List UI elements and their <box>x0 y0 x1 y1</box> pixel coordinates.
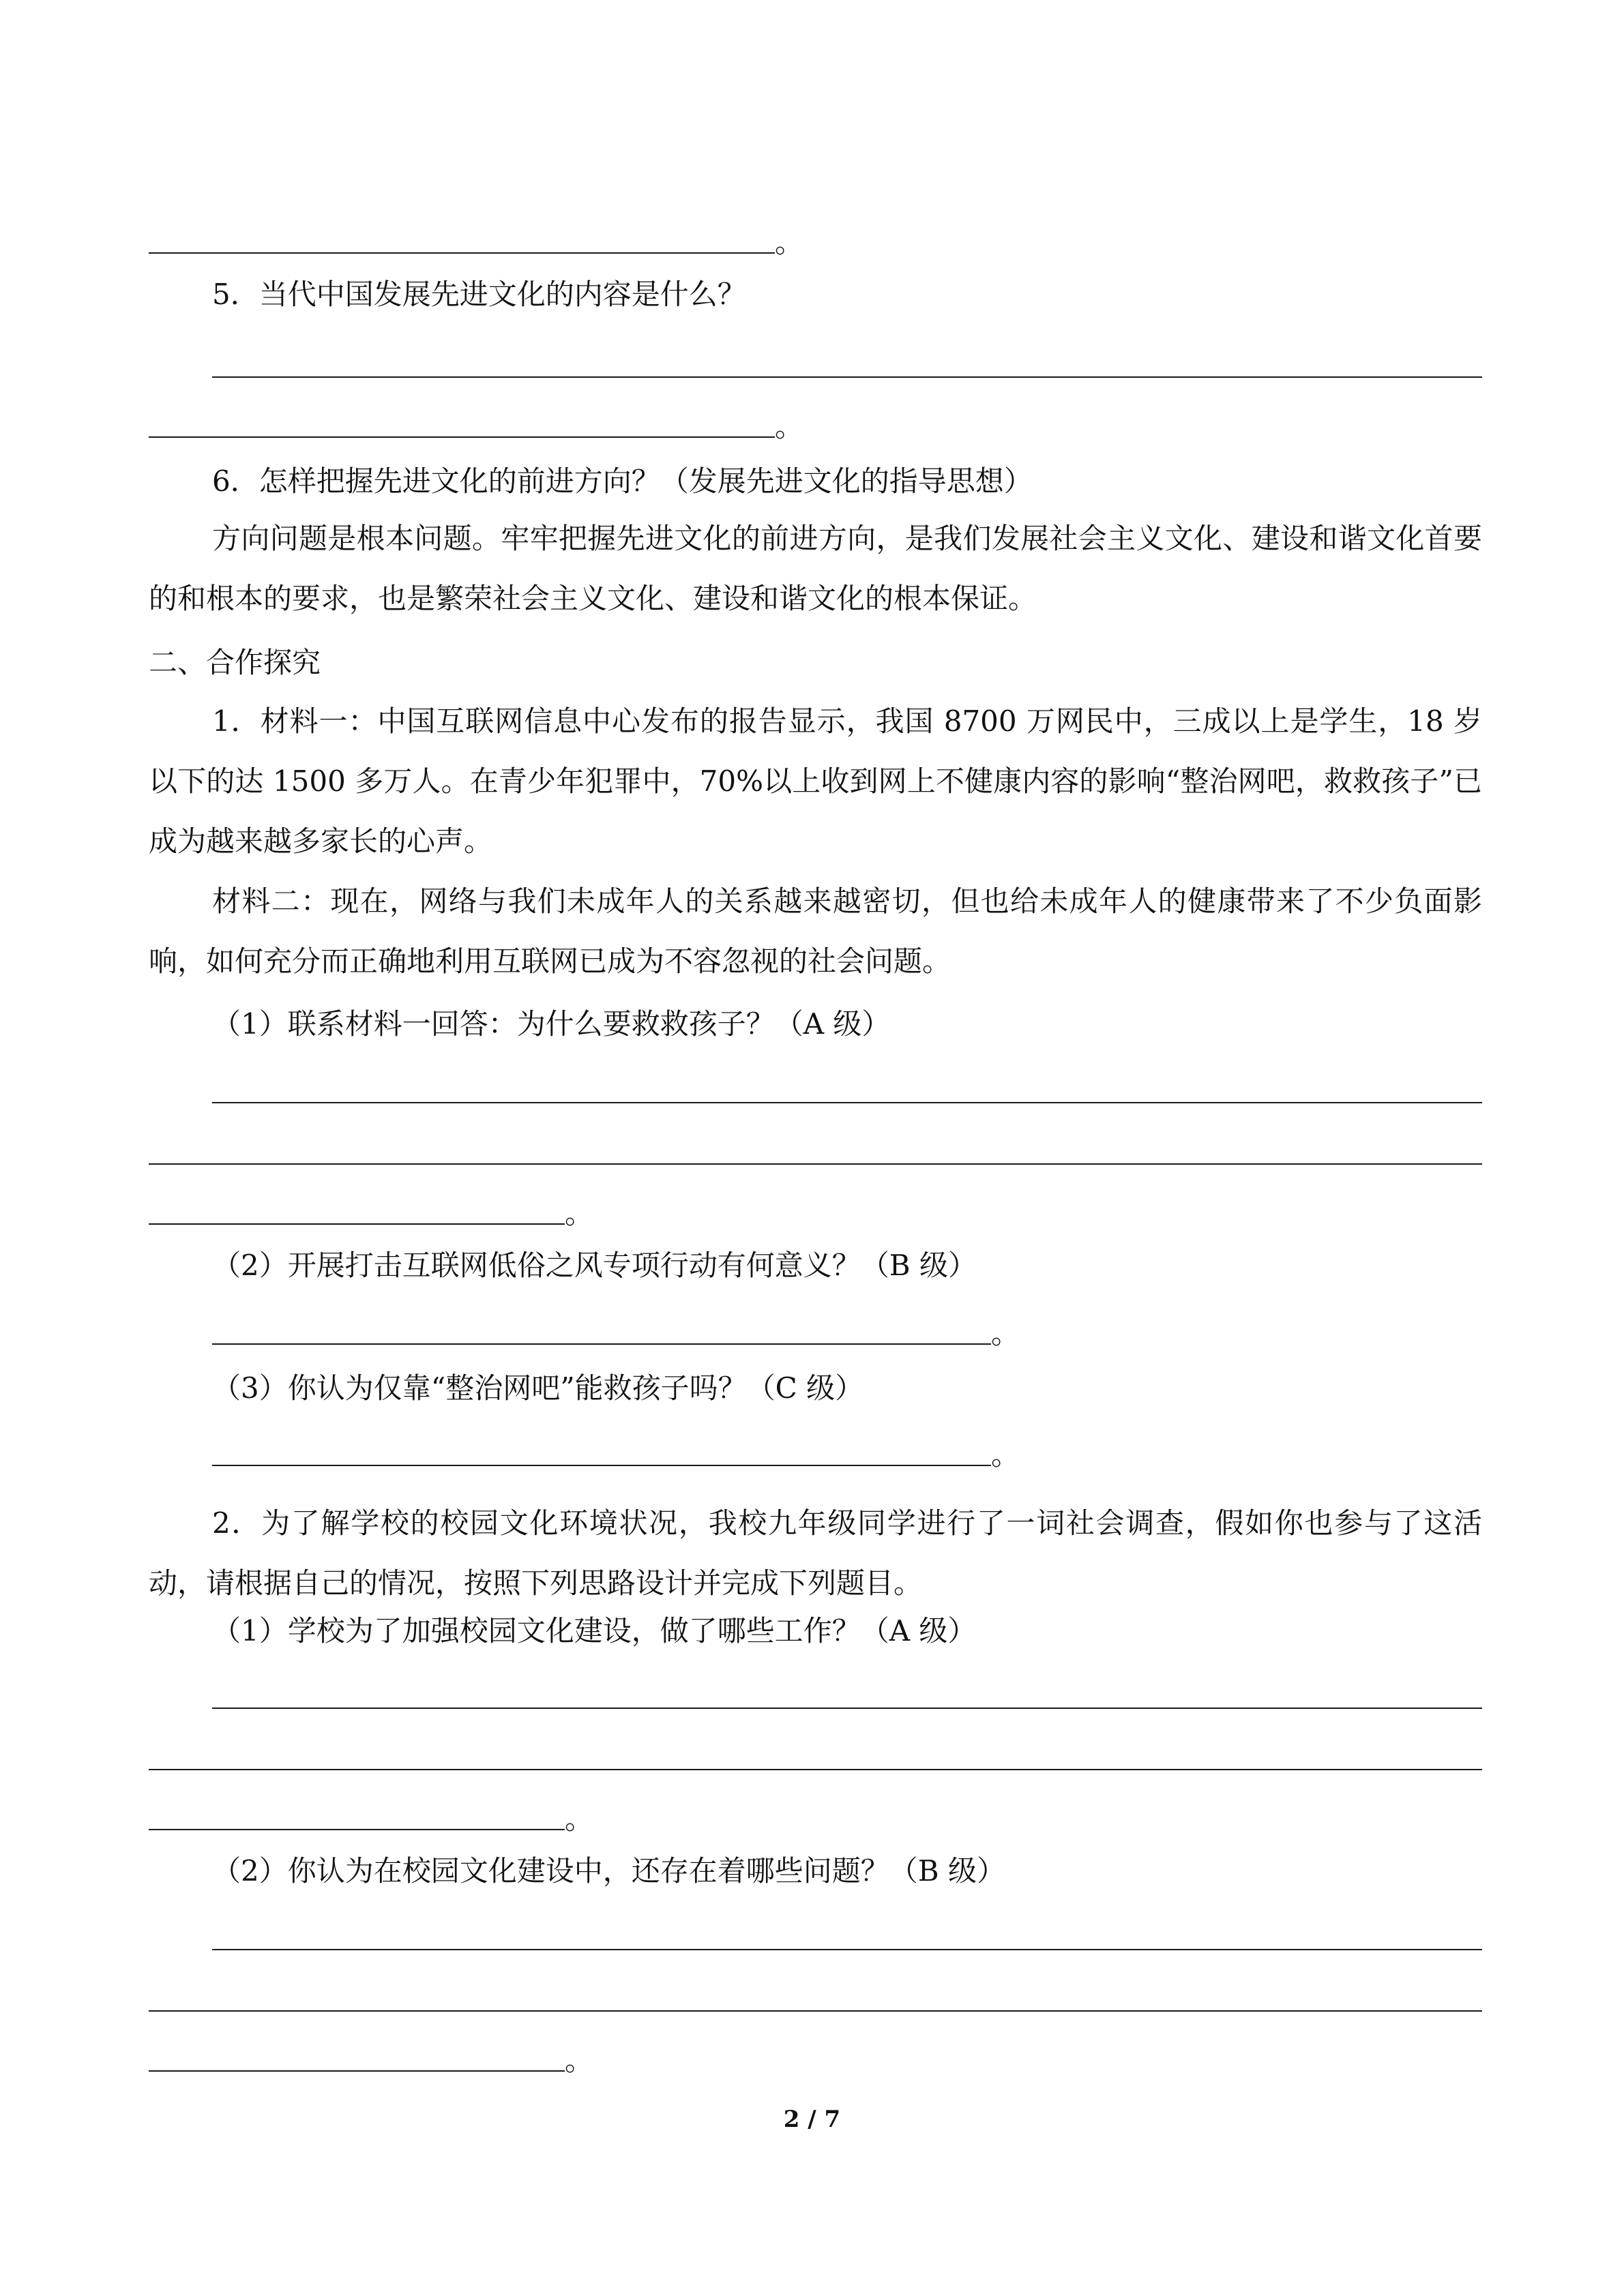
material-2: 材料二：现在，网络与我们未成年人的关系越来越密切，但也给未成年人的健康带来了不少负面影响，如何充分而正确地利用互联网已成为不容忽视的社会问题。 <box>149 884 1482 978</box>
material-1: 1．材料一：中国互联网信息中心发布的报告显示，我国 8700 万网民中，三成以上是学生，18 岁以下的达 1500 多万人。在青少年犯罪中，70%以上收到网上不健康内容的影响“整治网吧，救救孩子”已成为越来越多家长的心声。 <box>149 704 1482 858</box>
sub-question-2-1: （1）学校为了加强校园文化建设，做了哪些工作？（A 级） <box>212 1614 977 1648</box>
period: 。 <box>775 226 804 259</box>
period: 。 <box>565 1197 594 1230</box>
page-number: 2 / 7 <box>783 2106 841 2133</box>
question-6: 6．怎样把握先进文化的前进方向？（发展先进文化的指导思想） <box>212 464 1033 498</box>
answer-line[interactable] <box>149 2010 1482 2012</box>
period: 。 <box>565 1802 594 1836</box>
section-title: 二、合作探究 <box>149 646 321 679</box>
answer-line[interactable] <box>149 1829 565 1830</box>
answer-line[interactable] <box>149 436 775 438</box>
answer-line[interactable] <box>212 1465 991 1466</box>
answer-line[interactable] <box>149 1163 1482 1165</box>
answer-line[interactable] <box>149 1769 1482 1770</box>
sub-question-1-2: （2）开展打击互联网低俗之风专项行动有何意义？（B 级） <box>212 1249 977 1282</box>
answer-line[interactable] <box>212 1949 1482 1950</box>
sub-question-1-3: （3）你认为仅靠“整治网吧”能救孩子吗？（C 级） <box>212 1371 864 1405</box>
period: 。 <box>775 410 804 443</box>
answer-line[interactable] <box>212 1343 991 1345</box>
period: 。 <box>991 1438 1020 1472</box>
period: 。 <box>991 1317 1020 1350</box>
item-2-intro: 2．为了解学校的校园文化环境状况，我校九年级同学进行了一词社会调查，假如你也参与了这活动，请根据自己的情况，按照下列思路设计并完成下列题目。 <box>149 1506 1482 1600</box>
period: 。 <box>565 2044 594 2077</box>
answer-line[interactable] <box>212 376 1482 378</box>
answer-line[interactable] <box>149 1223 565 1225</box>
answer-line[interactable] <box>149 252 775 254</box>
answer-line[interactable] <box>212 1102 1482 1103</box>
sub-question-1-1: （1）联系材料一回答：为什么要救救孩子？（A 级） <box>212 1007 891 1041</box>
question-5: 5．当代中国发展先进文化的内容是什么？ <box>212 278 746 311</box>
answer-line[interactable] <box>212 1708 1482 1709</box>
answer-line[interactable] <box>149 2070 565 2072</box>
question-6-answer: 方向问题是根本问题。牢牢把握先进文化的前进方向，是我们发展社会主义文化、建设和谐文化首要的和根本的要求，也是繁荣社会主义文化、建设和谐文化的根本保证。 <box>149 522 1482 615</box>
sub-question-2-2: （2）你认为在校园文化建设中，还存在着哪些问题？（B 级） <box>212 1854 1005 1888</box>
